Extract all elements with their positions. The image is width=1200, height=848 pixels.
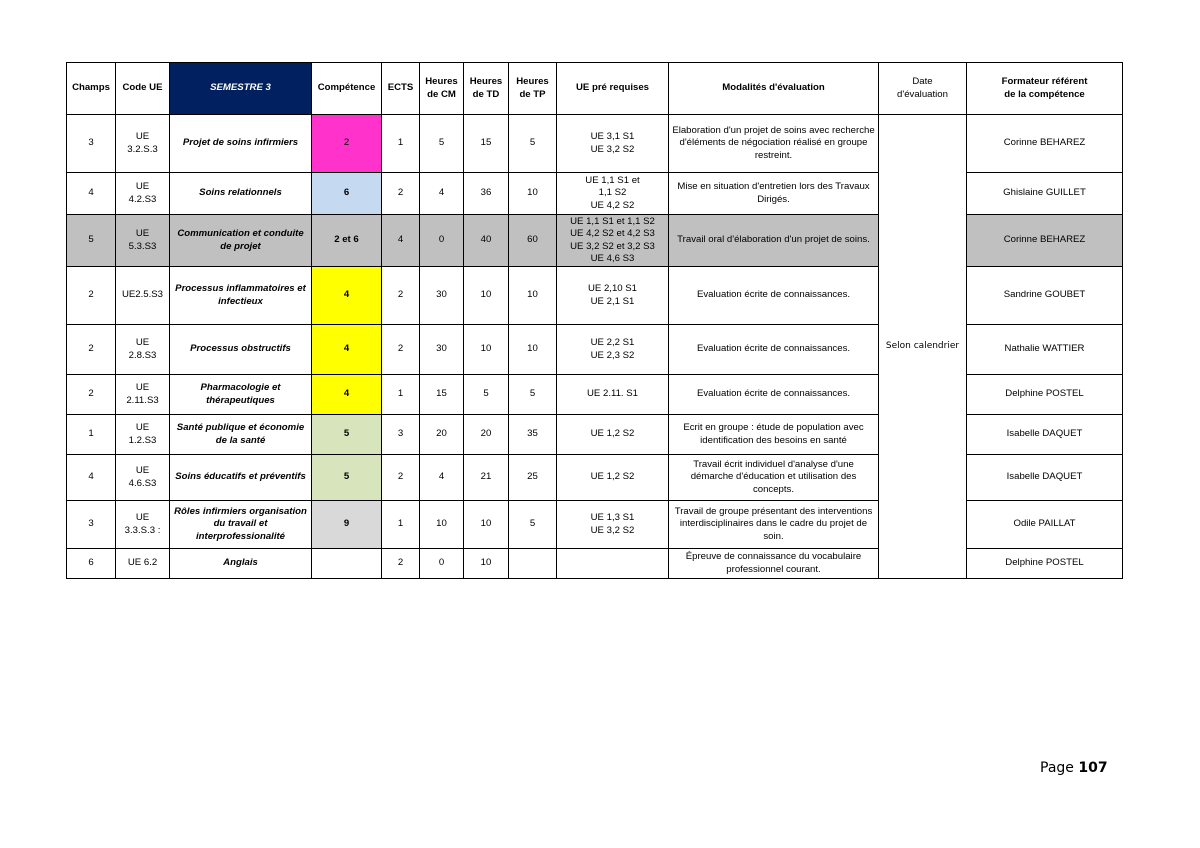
- formateur-cell: Odile PAILLAT: [967, 501, 1123, 549]
- ue-title-cell: Communication et conduite de projet: [170, 215, 312, 267]
- col-champs: Champs: [67, 63, 116, 115]
- code-ue-cell: UE 2.8.S3: [116, 325, 170, 375]
- tp-cell: 25: [509, 455, 557, 501]
- col-heures-td: Heures de TD: [464, 63, 509, 115]
- tp-cell: 5: [509, 375, 557, 415]
- col-semestre: SEMESTRE 3: [170, 63, 312, 115]
- formateur-cell: Nathalie WATTIER: [967, 325, 1123, 375]
- code-ue-cell: UE 1.2.S3: [116, 415, 170, 455]
- formateur-cell: Ghislaine GUILLET: [967, 173, 1123, 215]
- date-evaluation-cell: Selon calendrier: [879, 115, 967, 579]
- code-ue-cell: UE 2.11.S3: [116, 375, 170, 415]
- ue-title-cell: Santé publique et économie de la santé: [170, 415, 312, 455]
- code-ue-cell: UE 3.2.S.3: [116, 115, 170, 173]
- ects-cell: 4: [382, 215, 420, 267]
- ects-cell: 2: [382, 325, 420, 375]
- competence-cell: 4: [312, 267, 382, 325]
- champs-cell: 6: [67, 549, 116, 579]
- champs-cell: 4: [67, 173, 116, 215]
- modalites-cell: Mise en situation d'entretien lors des Travaux Dirigés.: [669, 173, 879, 215]
- tp-cell: 10: [509, 325, 557, 375]
- header-row: [67, 63, 1123, 115]
- col-ects: ECTS: [382, 63, 420, 115]
- tp-cell: 10: [509, 267, 557, 325]
- cm-cell: 10: [420, 501, 464, 549]
- prereq-cell: UE 2.11. S1: [557, 375, 669, 415]
- formateur-cell: Sandrine GOUBET: [967, 267, 1123, 325]
- modalites-cell: Épreuve de connaissance du vocabulaire professionnel courant.: [669, 549, 879, 579]
- page-number-value: 107: [1078, 760, 1108, 776]
- td-cell: 21: [464, 455, 509, 501]
- prereq-cell: UE 2,2 S1 UE 2,3 S2: [557, 325, 669, 375]
- ue-table: [66, 62, 1123, 579]
- modalites-cell: Evaluation écrite de connaissances.: [669, 325, 879, 375]
- ects-cell: 2: [382, 455, 420, 501]
- ue-title-cell: Anglais: [170, 549, 312, 579]
- ue-title-cell: Rôles infirmiers organisation du travail et interprofessionalité: [170, 501, 312, 549]
- ue-title-cell: Soins éducatifs et préventifs: [170, 455, 312, 501]
- competence-cell: 4: [312, 325, 382, 375]
- formateur-cell: Delphine POSTEL: [967, 375, 1123, 415]
- competence-cell: 5: [312, 455, 382, 501]
- col-competence: Compétence: [312, 63, 382, 115]
- modalites-cell: Travail de groupe présentant des interventions interdisciplinaires dans le cadre du projet de soin.: [669, 501, 879, 549]
- prereq-cell: UE 3,1 S1 UE 3,2 S2: [557, 115, 669, 173]
- tp-cell: 60: [509, 215, 557, 267]
- ects-cell: 3: [382, 415, 420, 455]
- competence-cell: [312, 549, 382, 579]
- ects-cell: 2: [382, 549, 420, 579]
- ue-title-cell: Projet de soins infirmiers: [170, 115, 312, 173]
- ects-cell: 1: [382, 501, 420, 549]
- modalites-cell: Ecrit en groupe : étude de population avec identification des besoins en santé: [669, 415, 879, 455]
- code-ue-cell: UE2.5.S3: [116, 267, 170, 325]
- ue-title-cell: Pharmacologie et thérapeutiques: [170, 375, 312, 415]
- td-cell: 10: [464, 267, 509, 325]
- modalites-cell: Elaboration d'un projet de soins avec recherche d'éléments de négociation réalisé en groupe restreint.: [669, 115, 879, 173]
- prereq-cell: UE 1,2 S2: [557, 415, 669, 455]
- page-label: Page: [1040, 760, 1074, 776]
- td-cell: 5: [464, 375, 509, 415]
- cm-cell: 15: [420, 375, 464, 415]
- modalites-cell: Travail oral d'élaboration d'un projet de soins.: [669, 215, 879, 267]
- tp-cell: 10: [509, 173, 557, 215]
- champs-cell: 4: [67, 455, 116, 501]
- competence-cell: 9: [312, 501, 382, 549]
- ects-cell: 1: [382, 115, 420, 173]
- td-cell: 20: [464, 415, 509, 455]
- competence-cell: 6: [312, 173, 382, 215]
- prereq-cell: UE 1,2 S2: [557, 455, 669, 501]
- modalites-cell: Travail écrit individuel d'analyse d'une démarche d'éducation et utilisation des concepts.: [669, 455, 879, 501]
- code-ue-cell: UE 6.2: [116, 549, 170, 579]
- formateur-cell: Corinne BEHAREZ: [967, 115, 1123, 173]
- modalites-cell: Evaluation écrite de connaissances.: [669, 267, 879, 325]
- ue-title-cell: Soins relationnels: [170, 173, 312, 215]
- td-cell: 40: [464, 215, 509, 267]
- formateur-cell: Isabelle DAQUET: [967, 455, 1123, 501]
- cm-cell: 0: [420, 215, 464, 267]
- tp-cell: 35: [509, 415, 557, 455]
- col-modalites: Modalités d'évaluation: [669, 63, 879, 115]
- formateur-cell: Delphine POSTEL: [967, 549, 1123, 579]
- modalites-cell: Evaluation écrite de connaissances.: [669, 375, 879, 415]
- cm-cell: 30: [420, 267, 464, 325]
- col-code-ue: Code UE: [116, 63, 170, 115]
- competence-cell: 2: [312, 115, 382, 173]
- cm-cell: 20: [420, 415, 464, 455]
- prereq-cell: UE 2,10 S1 UE 2,1 S1: [557, 267, 669, 325]
- td-cell: 10: [464, 325, 509, 375]
- champs-cell: 1: [67, 415, 116, 455]
- col-ue-prerequises: UE pré requises: [557, 63, 669, 115]
- ects-cell: 2: [382, 173, 420, 215]
- cm-cell: 30: [420, 325, 464, 375]
- prereq-cell: UE 1,1 S1 et 1,1 S2 UE 4,2 S2: [557, 173, 669, 215]
- td-cell: 36: [464, 173, 509, 215]
- col-date-evaluation: Date d'évaluation: [879, 63, 967, 115]
- ue-title-cell: Processus obstructifs: [170, 325, 312, 375]
- formateur-cell: Corinne BEHAREZ: [967, 215, 1123, 267]
- col-formateur: Formateur référent de la compétence: [967, 63, 1123, 115]
- col-heures-tp: Heures de TP: [509, 63, 557, 115]
- ects-cell: 2: [382, 267, 420, 325]
- tp-cell: 5: [509, 115, 557, 173]
- competence-cell: 5: [312, 415, 382, 455]
- champs-cell: 3: [67, 115, 116, 173]
- table-row: [67, 115, 1123, 173]
- cm-cell: 0: [420, 549, 464, 579]
- tp-cell: [509, 549, 557, 579]
- cm-cell: 5: [420, 115, 464, 173]
- page-number: [1040, 760, 1108, 776]
- tp-cell: 5: [509, 501, 557, 549]
- competence-cell: 4: [312, 375, 382, 415]
- competence-cell: 2 et 6: [312, 215, 382, 267]
- code-ue-cell: UE 3.3.S.3 :: [116, 501, 170, 549]
- champs-cell: 3: [67, 501, 116, 549]
- col-heures-cm: Heures de CM: [420, 63, 464, 115]
- champs-cell: 2: [67, 325, 116, 375]
- prereq-cell: UE 1,1 S1 et 1,1 S2 UE 4,2 S2 et 4,2 S3 UE 3,2 S2 et 3,2 S3 UE 4,6 S3: [557, 215, 669, 267]
- champs-cell: 2: [67, 267, 116, 325]
- prereq-cell: [557, 549, 669, 579]
- td-cell: 10: [464, 501, 509, 549]
- td-cell: 15: [464, 115, 509, 173]
- code-ue-cell: UE 4.6.S3: [116, 455, 170, 501]
- td-cell: 10: [464, 549, 509, 579]
- formateur-cell: Isabelle DAQUET: [967, 415, 1123, 455]
- code-ue-cell: UE 4.2.S3: [116, 173, 170, 215]
- champs-cell: 2: [67, 375, 116, 415]
- prereq-cell: UE 1,3 S1 UE 3,2 S2: [557, 501, 669, 549]
- ects-cell: 1: [382, 375, 420, 415]
- code-ue-cell: UE 5.3.S3: [116, 215, 170, 267]
- cm-cell: 4: [420, 455, 464, 501]
- ue-title-cell: Processus inflammatoires et infectieux: [170, 267, 312, 325]
- cm-cell: 4: [420, 173, 464, 215]
- champs-cell: 5: [67, 215, 116, 267]
